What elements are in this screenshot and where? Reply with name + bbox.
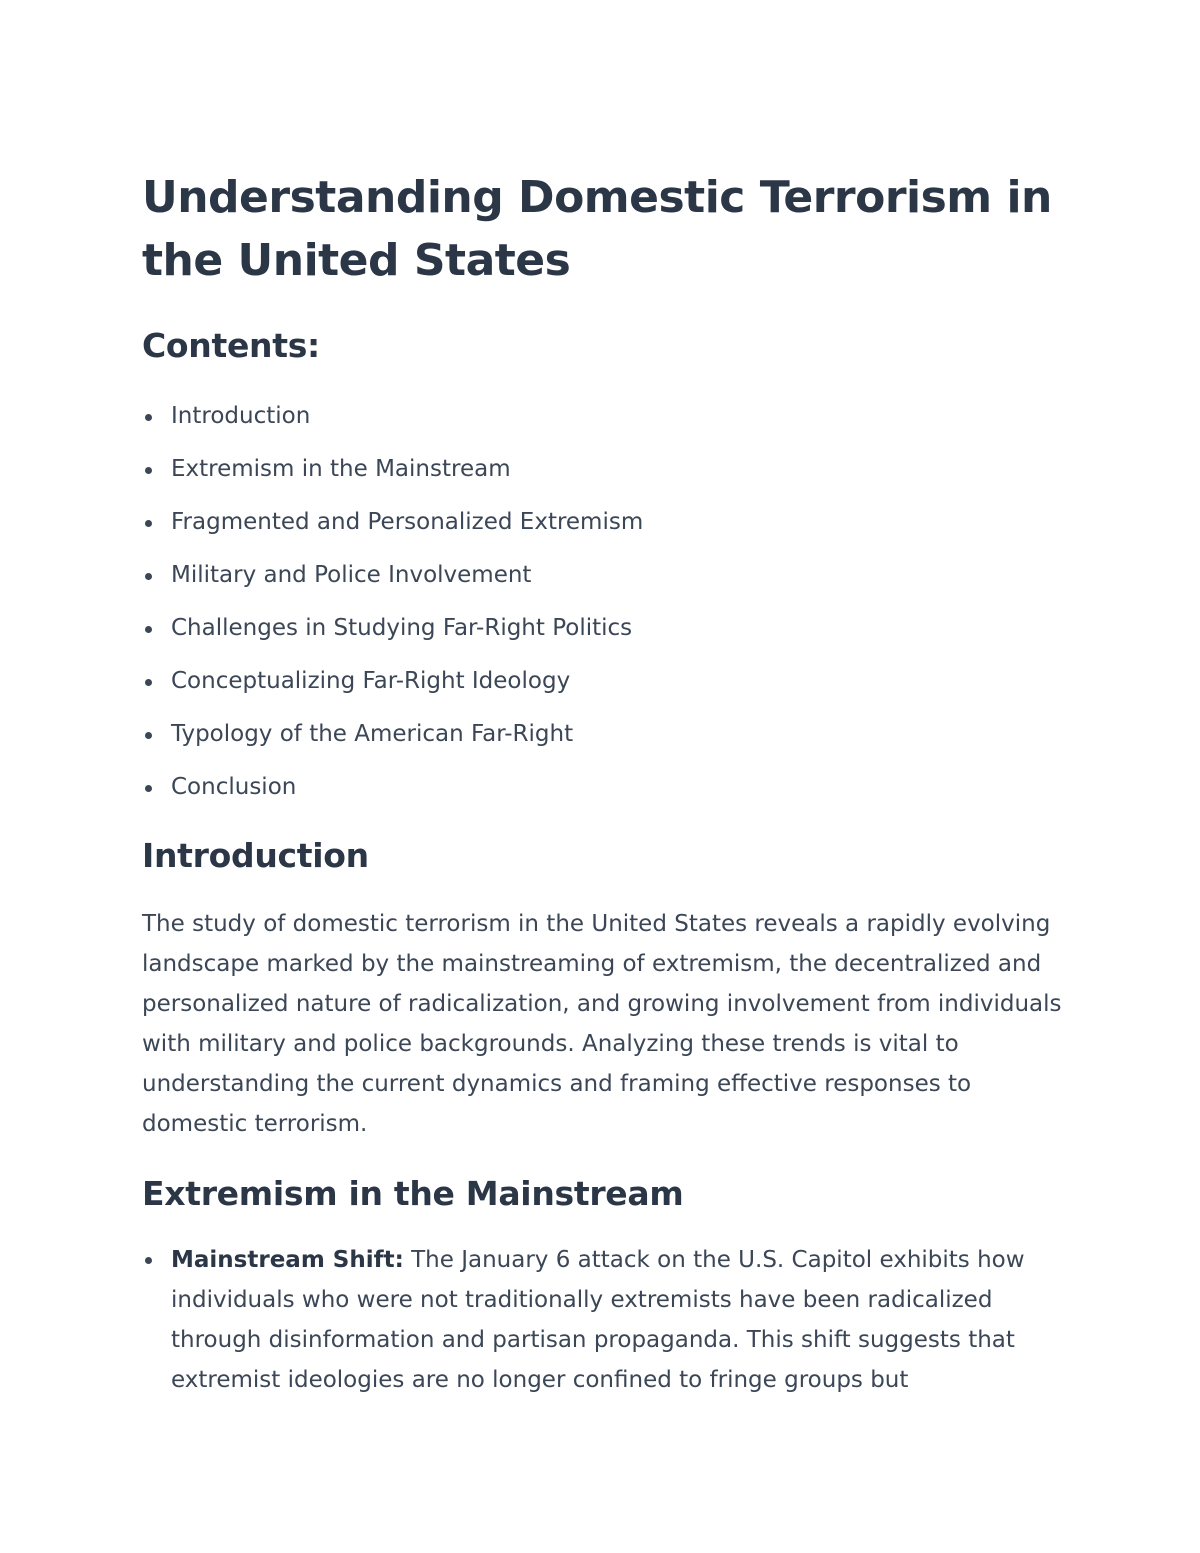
contents-list bbox=[142, 390, 1072, 814]
contents-item-typology: Typology of the American Far-Right bbox=[142, 708, 1072, 761]
contents-item-conclusion: Conclusion bbox=[142, 761, 1072, 814]
contents-item-extremism-mainstream: Extremism in the Mainstream bbox=[142, 443, 1072, 496]
mainstream-bullet-list bbox=[142, 1240, 1072, 1400]
document-title: Understanding Domestic Terrorism in the United States bbox=[142, 172, 1052, 286]
document-page bbox=[142, 166, 1072, 1400]
contents-item-fragmented-extremism: Fragmented and Personalized Extremism bbox=[142, 496, 1072, 549]
contents-item-military-police: Military and Police Involvement bbox=[142, 549, 1072, 602]
contents-item-challenges: Challenges in Studying Far-Right Politics bbox=[142, 602, 1072, 655]
introduction-paragraph: The study of domestic terrorism in the United States reveals a rapidly evolving landscape marked by the mainstreaming of extremism, the decentralized and personalized nature of radicalization, and growing involvement from individuals with military and police backgrounds. Analyzing these trends is vital to understanding the current dynamics and framing effective responses to domestic terrorism. bbox=[142, 911, 1062, 1137]
bullet-lead-label: Mainstream Shift: bbox=[171, 1247, 404, 1273]
introduction-heading: Introduction bbox=[142, 836, 369, 875]
mainstream-bullet bbox=[142, 1240, 1072, 1400]
contents-item-conceptualizing: Conceptualizing Far-Right Ideology bbox=[142, 655, 1072, 708]
contents-heading: Contents: bbox=[142, 326, 320, 365]
mainstream-heading: Extremism in the Mainstream bbox=[142, 1174, 684, 1213]
contents-item-introduction: Introduction bbox=[142, 390, 1072, 443]
bullet-text: The January 6 attack on the U.S. Capitol exhibits how individuals who were not traditionally extremists have been radicalized through disinformation and partisan propaganda. This shift suggests that extremist ideologies are no longer confined to fringe groups but bbox=[171, 1247, 1025, 1393]
